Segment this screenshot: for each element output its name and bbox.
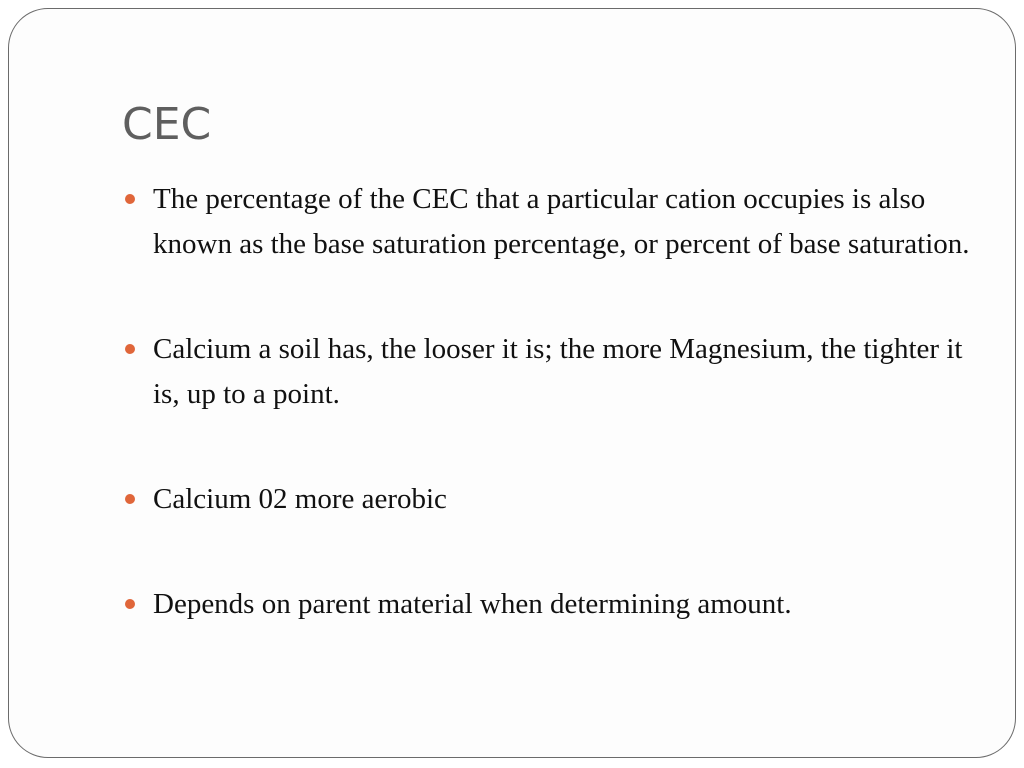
slide-title: CEC (122, 99, 212, 150)
bullet-text: Calcium a soil has, the looser it is; the more Magnesium, the tighter it is, up to a point. (153, 333, 963, 410)
slide-frame (8, 8, 1016, 758)
bullet-text: The percentage of the CEC that a particular cation occupies is also known as the base saturation percentage, or percent of base saturation. (153, 183, 970, 260)
bullet-dot-icon (125, 194, 135, 204)
bullet-item (125, 327, 975, 417)
bullet-text: Depends on parent material when determining amount. (153, 588, 792, 620)
bullet-list (125, 177, 975, 627)
bullet-item (125, 582, 975, 627)
bullet-dot-icon (125, 599, 135, 609)
bullet-item (125, 177, 975, 267)
bullet-item (125, 477, 975, 522)
bullet-dot-icon (125, 494, 135, 504)
bullet-text: Calcium 02 more aerobic (153, 483, 447, 515)
bullet-dot-icon (125, 344, 135, 354)
